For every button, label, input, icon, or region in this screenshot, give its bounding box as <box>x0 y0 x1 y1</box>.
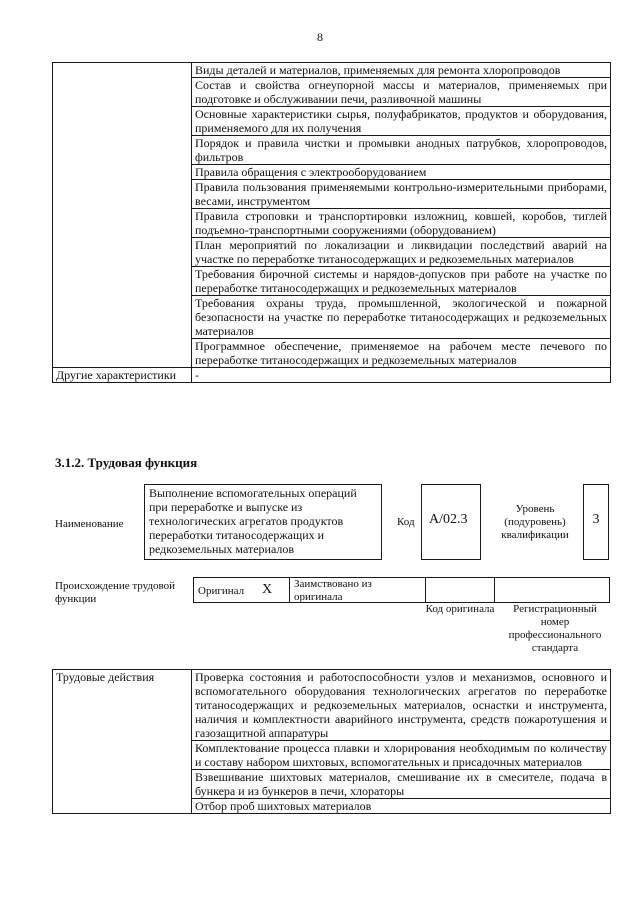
labor-action-item: Проверка состояния и работоспособности узлов и механизмов, основного и вспомогательного оборудования технологических агрегатов по переработке титаносодержащих и редкоземельных материалов, оснастки и инструмента, наличия и комплектности аварийного инструмента, средств пожаротушения и газозащитной аппаратуры <box>192 670 611 741</box>
qualification-level-value: 3 <box>583 484 609 560</box>
labor-action-item: Взвешивание шихтовых материалов, смешивание их в смесителе, подача в бункера и из бункеров в печи, хлораторы <box>192 770 611 799</box>
borrowed-label: Заимствовано из оригинала <box>294 578 372 603</box>
page-number: 8 <box>317 30 323 44</box>
origin-divider <box>494 577 495 603</box>
other-characteristics-label: Другие характеристики <box>53 368 192 383</box>
original-mark: X <box>262 582 273 597</box>
table-row <box>53 670 611 741</box>
origin-label: Происхождение трудовой функции <box>55 580 176 605</box>
origin-divider <box>425 577 426 603</box>
knowledge-requirements-table <box>52 62 611 383</box>
table-row <box>53 63 611 78</box>
requirement-item: Виды деталей и материалов, применяемых для ремонта хлоропроводов <box>192 63 611 78</box>
requirement-item: Состав и свойства огнеупорной массы и материалов, применяемых при подготовке и обслуживании печи, разливочной машины <box>192 78 611 107</box>
original-label: Оригинал <box>198 585 245 597</box>
origin-divider <box>289 577 290 603</box>
section-heading: 3.1.2. Трудовая функция <box>55 455 198 470</box>
registration-number-caption: Регистрационный номер профессионального стандарта <box>508 603 602 654</box>
requirement-item: Требования бирочной системы и нарядов-допусков при работе на участке по переработке титаносодержащих и редкоземельных материалов <box>192 267 611 296</box>
labor-action-item: Комплектование процесса плавки и хлорирования необходимым по количеству и составу набором шихтовых, вспомогательных и присадочных материалов <box>192 741 611 770</box>
labor-actions-table <box>52 669 611 814</box>
labor-action-item: Отбор проб шихтовых материалов <box>192 799 611 814</box>
qualification-level-label: Уровень (подуровень) квалификации <box>501 503 569 541</box>
function-code-label: Код <box>397 516 415 528</box>
label-cell-empty <box>53 63 192 368</box>
function-name-value: Выполнение вспомогательных операций при переработке и выпуске из технологических агрегатов продуктов переработки титаносодержащих и редкоземельных материалов <box>144 484 382 560</box>
requirement-item: Порядок и правила чистки и промывки анодных патрубков, хлоропроводов, фильтров <box>192 136 611 165</box>
requirement-item: Основные характеристики сырья, полуфабрикатов, продуктов и оборудования, применяемого для их получения <box>192 107 611 136</box>
requirement-item: План мероприятий по локализации и ликвидации последствий аварий на участке по переработке титаносодержащих и редкоземельных материалов <box>192 238 611 267</box>
function-code-value: А/02.3 <box>421 484 481 560</box>
other-characteristics-value: - <box>192 368 611 383</box>
table-row <box>53 368 611 383</box>
function-name-label: Наименование <box>55 518 124 530</box>
requirement-item: Требования охраны труда, промышленной, экологической и пожарной безопасности на участке по переработке титаносодержащих и редкоземельных материалов <box>192 296 611 339</box>
requirement-item: Правила пользования применяемыми контрольно-измерительными приборами, весами, инструментом <box>192 180 611 209</box>
origin-code-caption: Код оригинала <box>425 603 495 615</box>
labor-actions-label: Трудовые действия <box>53 670 192 814</box>
requirement-item: Правила обращения с электрооборудованием <box>192 165 611 180</box>
requirement-item: Правила строповки и транспортировки изложниц, ковшей, коробов, тиглей подъемно-транспортными сооружениями (оборудованием) <box>192 209 611 238</box>
requirement-item: Программное обеспечение, применяемое на рабочем месте печевого по переработке титаносодержащих и редкоземельных материалов <box>192 339 611 368</box>
